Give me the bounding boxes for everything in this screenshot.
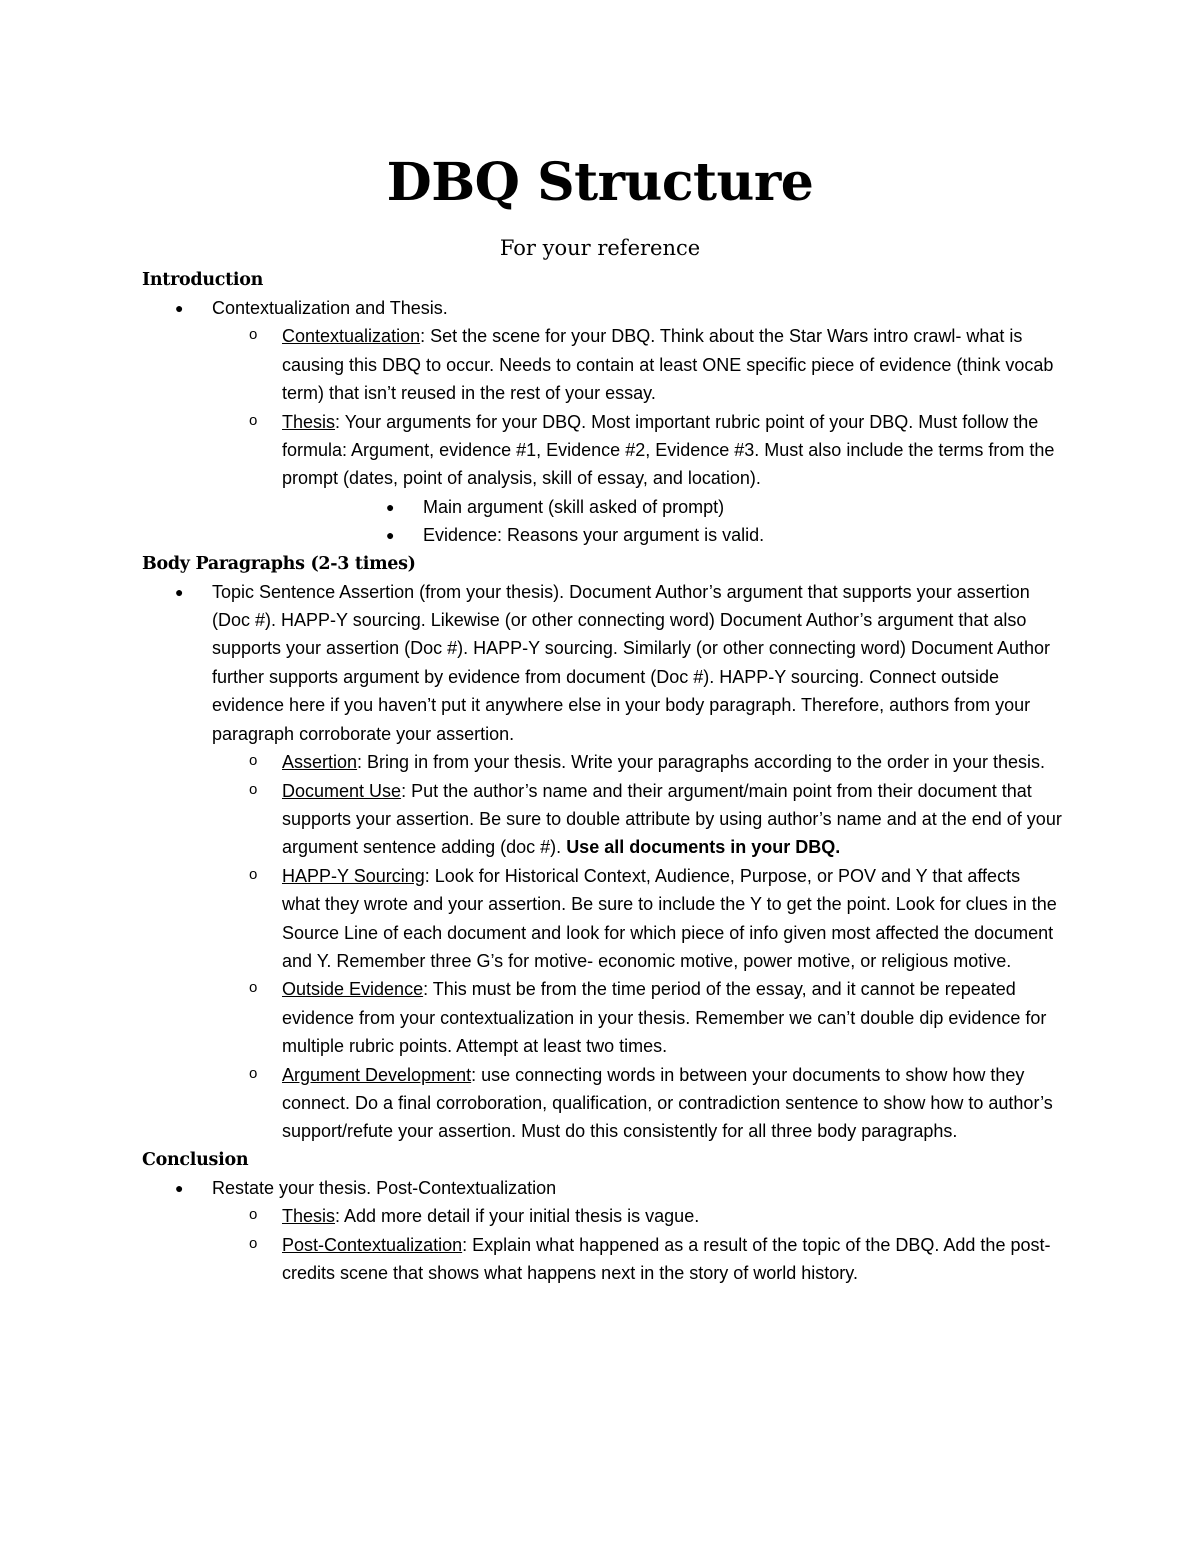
term-label: Outside Evidence xyxy=(282,979,424,1000)
term-label: HAPP-Y Sourcing xyxy=(282,865,425,886)
section-heading-conclusion: Conclusion xyxy=(142,1149,249,1170)
list-item xyxy=(249,408,1062,493)
term-label: Thesis xyxy=(282,411,336,432)
term-label: Assertion xyxy=(282,752,358,773)
bullet-icon: ● xyxy=(175,300,184,316)
list-item-text: Topic Sentence Assertion (from your thesis). Document Author’s argument that supports your assertion (Doc #). HAPP-Y sourcing. Likewise (or other connecting word) Document Author’s argument that also supports your assertion (Doc #). HAPP-Y sourcing. Similarly (or other connecting word) Document Author further supports argument by evidence from document (Doc #). HAPP-Y sourcing. Connect outside evidence here if you haven’t put it anywhere else in your body paragraph. Therefore, authors from your paragraph corroborate your assertion. xyxy=(212,581,1051,744)
page-title: DBQ Structure xyxy=(386,152,814,213)
list-item-text: Evidence: Reasons your argument is valid. xyxy=(423,525,765,546)
term-label: Document Use xyxy=(282,780,402,801)
section-heading-introduction: Introduction xyxy=(142,270,264,290)
circle-bullet-icon: o xyxy=(249,752,258,770)
list-item xyxy=(386,521,1072,549)
term-description: : Explain what happened as a result of the topic of the DBQ. Add the post-credits scene that shows what happens next in the story of world history. xyxy=(282,1234,1051,1283)
list-item-text: Restate your thesis. Post-Contextualization xyxy=(212,1177,557,1198)
list-item xyxy=(249,1231,1062,1288)
list-item xyxy=(249,1202,1062,1230)
list-item xyxy=(175,1174,1072,1202)
list-item xyxy=(249,322,1062,407)
term-description: : Look for Historical Context, Audience, Purpose, or POV and Y that affects what they wrote and your assertion. Be sure to include the Y to get the point. Look for clues in the Source Line of each document and look for which piece of info given most affected the document and Y. Remember three G’s for motive- economic motive, power motive, or religious motive. xyxy=(282,865,1057,971)
bullet-icon: ● xyxy=(386,498,395,515)
list-item xyxy=(249,1061,1062,1146)
term-description: : Put the author’s name and their argument/main point from their document that supports your assertion. Be sure to double attribute by using author’s name and at the end of your argument sentence adding (doc #). xyxy=(282,780,1062,858)
term-description: : Set the scene for your DBQ. Think about the Star Wars intro crawl- what is causing this DBQ to occur. Needs to contain at least ONE specific piece of evidence (think vocab term) that isn’t reused in the rest of your essay. xyxy=(282,326,1054,404)
bold-emphasis: Use all documents in your DBQ. xyxy=(566,837,841,858)
term-label: Post-Contextualization xyxy=(282,1234,463,1255)
circle-bullet-icon: o xyxy=(249,1206,258,1224)
term-description: : use connecting words in between your documents to show how they connect. Do a final corroboration, qualification, or contradiction sentence to show how to author’s support/refute your assertion. Must do this consistently for all three body paragraphs. xyxy=(282,1064,1053,1142)
bullet-icon: ● xyxy=(386,527,395,544)
list-item xyxy=(249,777,1062,862)
list-item xyxy=(175,294,1072,322)
bullet-icon: ● xyxy=(175,583,184,600)
list-item xyxy=(249,975,1062,1060)
circle-bullet-icon: o xyxy=(249,780,258,798)
list-item xyxy=(249,748,1062,776)
circle-bullet-icon: o xyxy=(249,411,258,429)
list-item-text: Contextualization and Thesis. xyxy=(212,298,448,318)
section-heading-body: Body Paragraphs (2-3 times) xyxy=(142,553,416,574)
page-subtitle: For your reference xyxy=(499,236,701,260)
term-description: : Your arguments for your DBQ. Most important rubric point of your DBQ. Must follow the formula: Argument, evidence #1, Evidence #2, Evidence #3. Must also include the terms from the prompt (dates, point of analysis, skill of essay, and location). xyxy=(282,411,1055,489)
circle-bullet-icon: o xyxy=(249,979,258,997)
list-item xyxy=(249,862,1062,976)
term-label: Thesis xyxy=(282,1206,336,1227)
circle-bullet-icon: o xyxy=(249,1064,258,1082)
list-item xyxy=(386,493,1072,521)
bullet-icon: ● xyxy=(175,1179,184,1196)
term-label: Argument Development xyxy=(282,1064,472,1085)
document-body xyxy=(142,266,1072,1287)
term-description: : Add more detail if your initial thesis is vague. xyxy=(335,1206,700,1227)
circle-bullet-icon: o xyxy=(249,865,258,883)
circle-bullet-icon: o xyxy=(249,326,258,344)
list-item-text: Main argument (skill asked of prompt) xyxy=(423,496,725,517)
term-description: : This must be from the time period of the essay, and it cannot be repeated evidence from your contextualization in your thesis. Remember we can’t double dip evidence for multiple rubric points. Attempt at least two times. xyxy=(282,979,1047,1057)
term-description: : Bring in from your thesis. Write your paragraphs according to the order in your thesis. xyxy=(357,752,1046,773)
circle-bullet-icon: o xyxy=(249,1234,258,1252)
term-label: Contextualization xyxy=(282,326,421,347)
list-item xyxy=(175,578,1072,748)
